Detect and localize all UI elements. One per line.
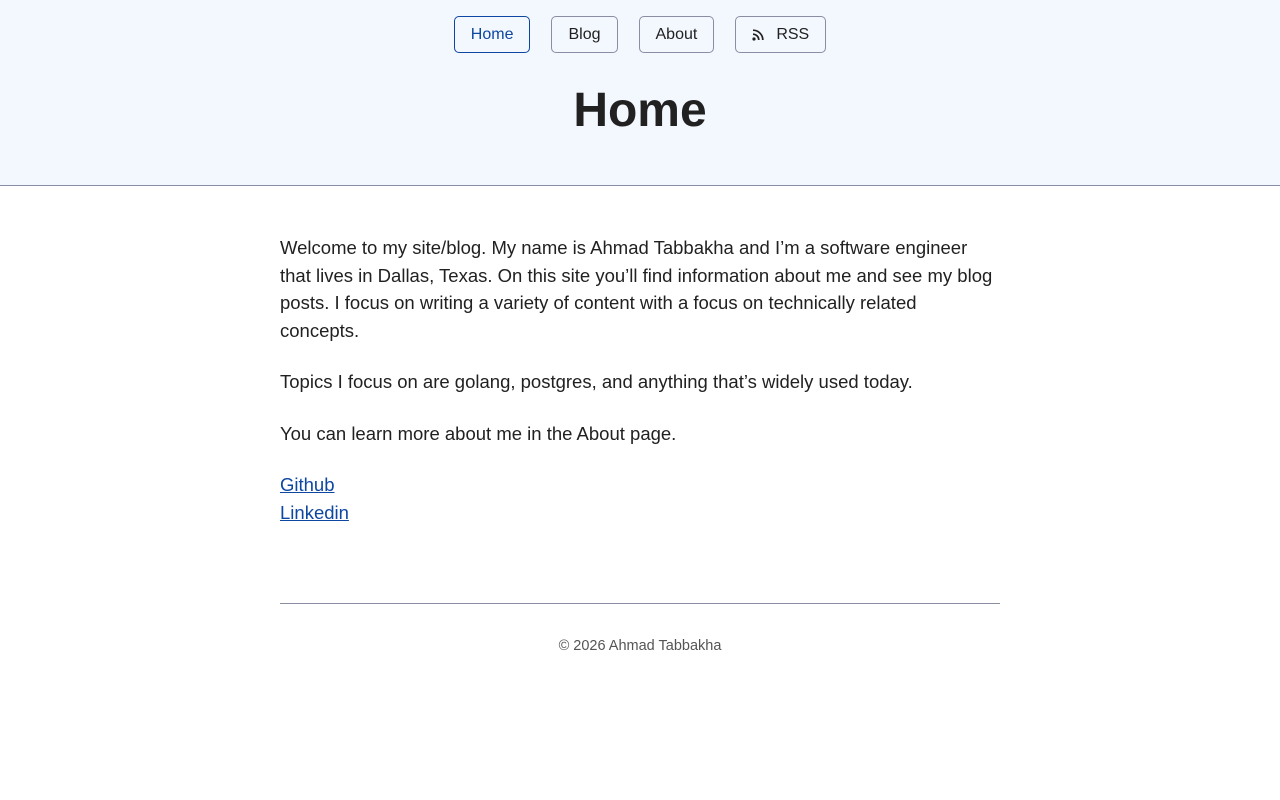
- rss-label: RSS: [776, 25, 810, 43]
- social-links: [280, 471, 1000, 527]
- page-title: Home: [573, 84, 707, 137]
- copyright-text: © 2026 Ahmad Tabbakha: [558, 638, 722, 654]
- about-paragraph: You can learn more about me in the About page.: [280, 422, 677, 444]
- site-header: [0, 0, 1280, 186]
- main-nav: [0, 16, 1280, 53]
- nav-home-button[interactable]: Home: [454, 16, 531, 53]
- nav-blog-button[interactable]: Blog: [551, 16, 617, 53]
- intro-paragraph: Welcome to my site/blog. My name is Ahmad Tabbakha and I’m a software engineer that lives in Dallas, Texas. On this site you’ll find information about me and see my blog posts. I focus on writing a variety of content with a focus on technically related concepts.: [280, 237, 993, 341]
- nav-rss-button[interactable]: [735, 16, 826, 53]
- github-link[interactable]: Github: [280, 474, 335, 495]
- site-footer: [280, 603, 1000, 654]
- nav-about-button[interactable]: About: [639, 16, 715, 53]
- topics-paragraph: Topics I focus on are golang, postgres, and anything that’s widely used today.: [280, 371, 913, 392]
- linkedin-link[interactable]: Linkedin: [280, 502, 349, 523]
- main-content: [280, 186, 1000, 527]
- rss-icon: [752, 29, 764, 41]
